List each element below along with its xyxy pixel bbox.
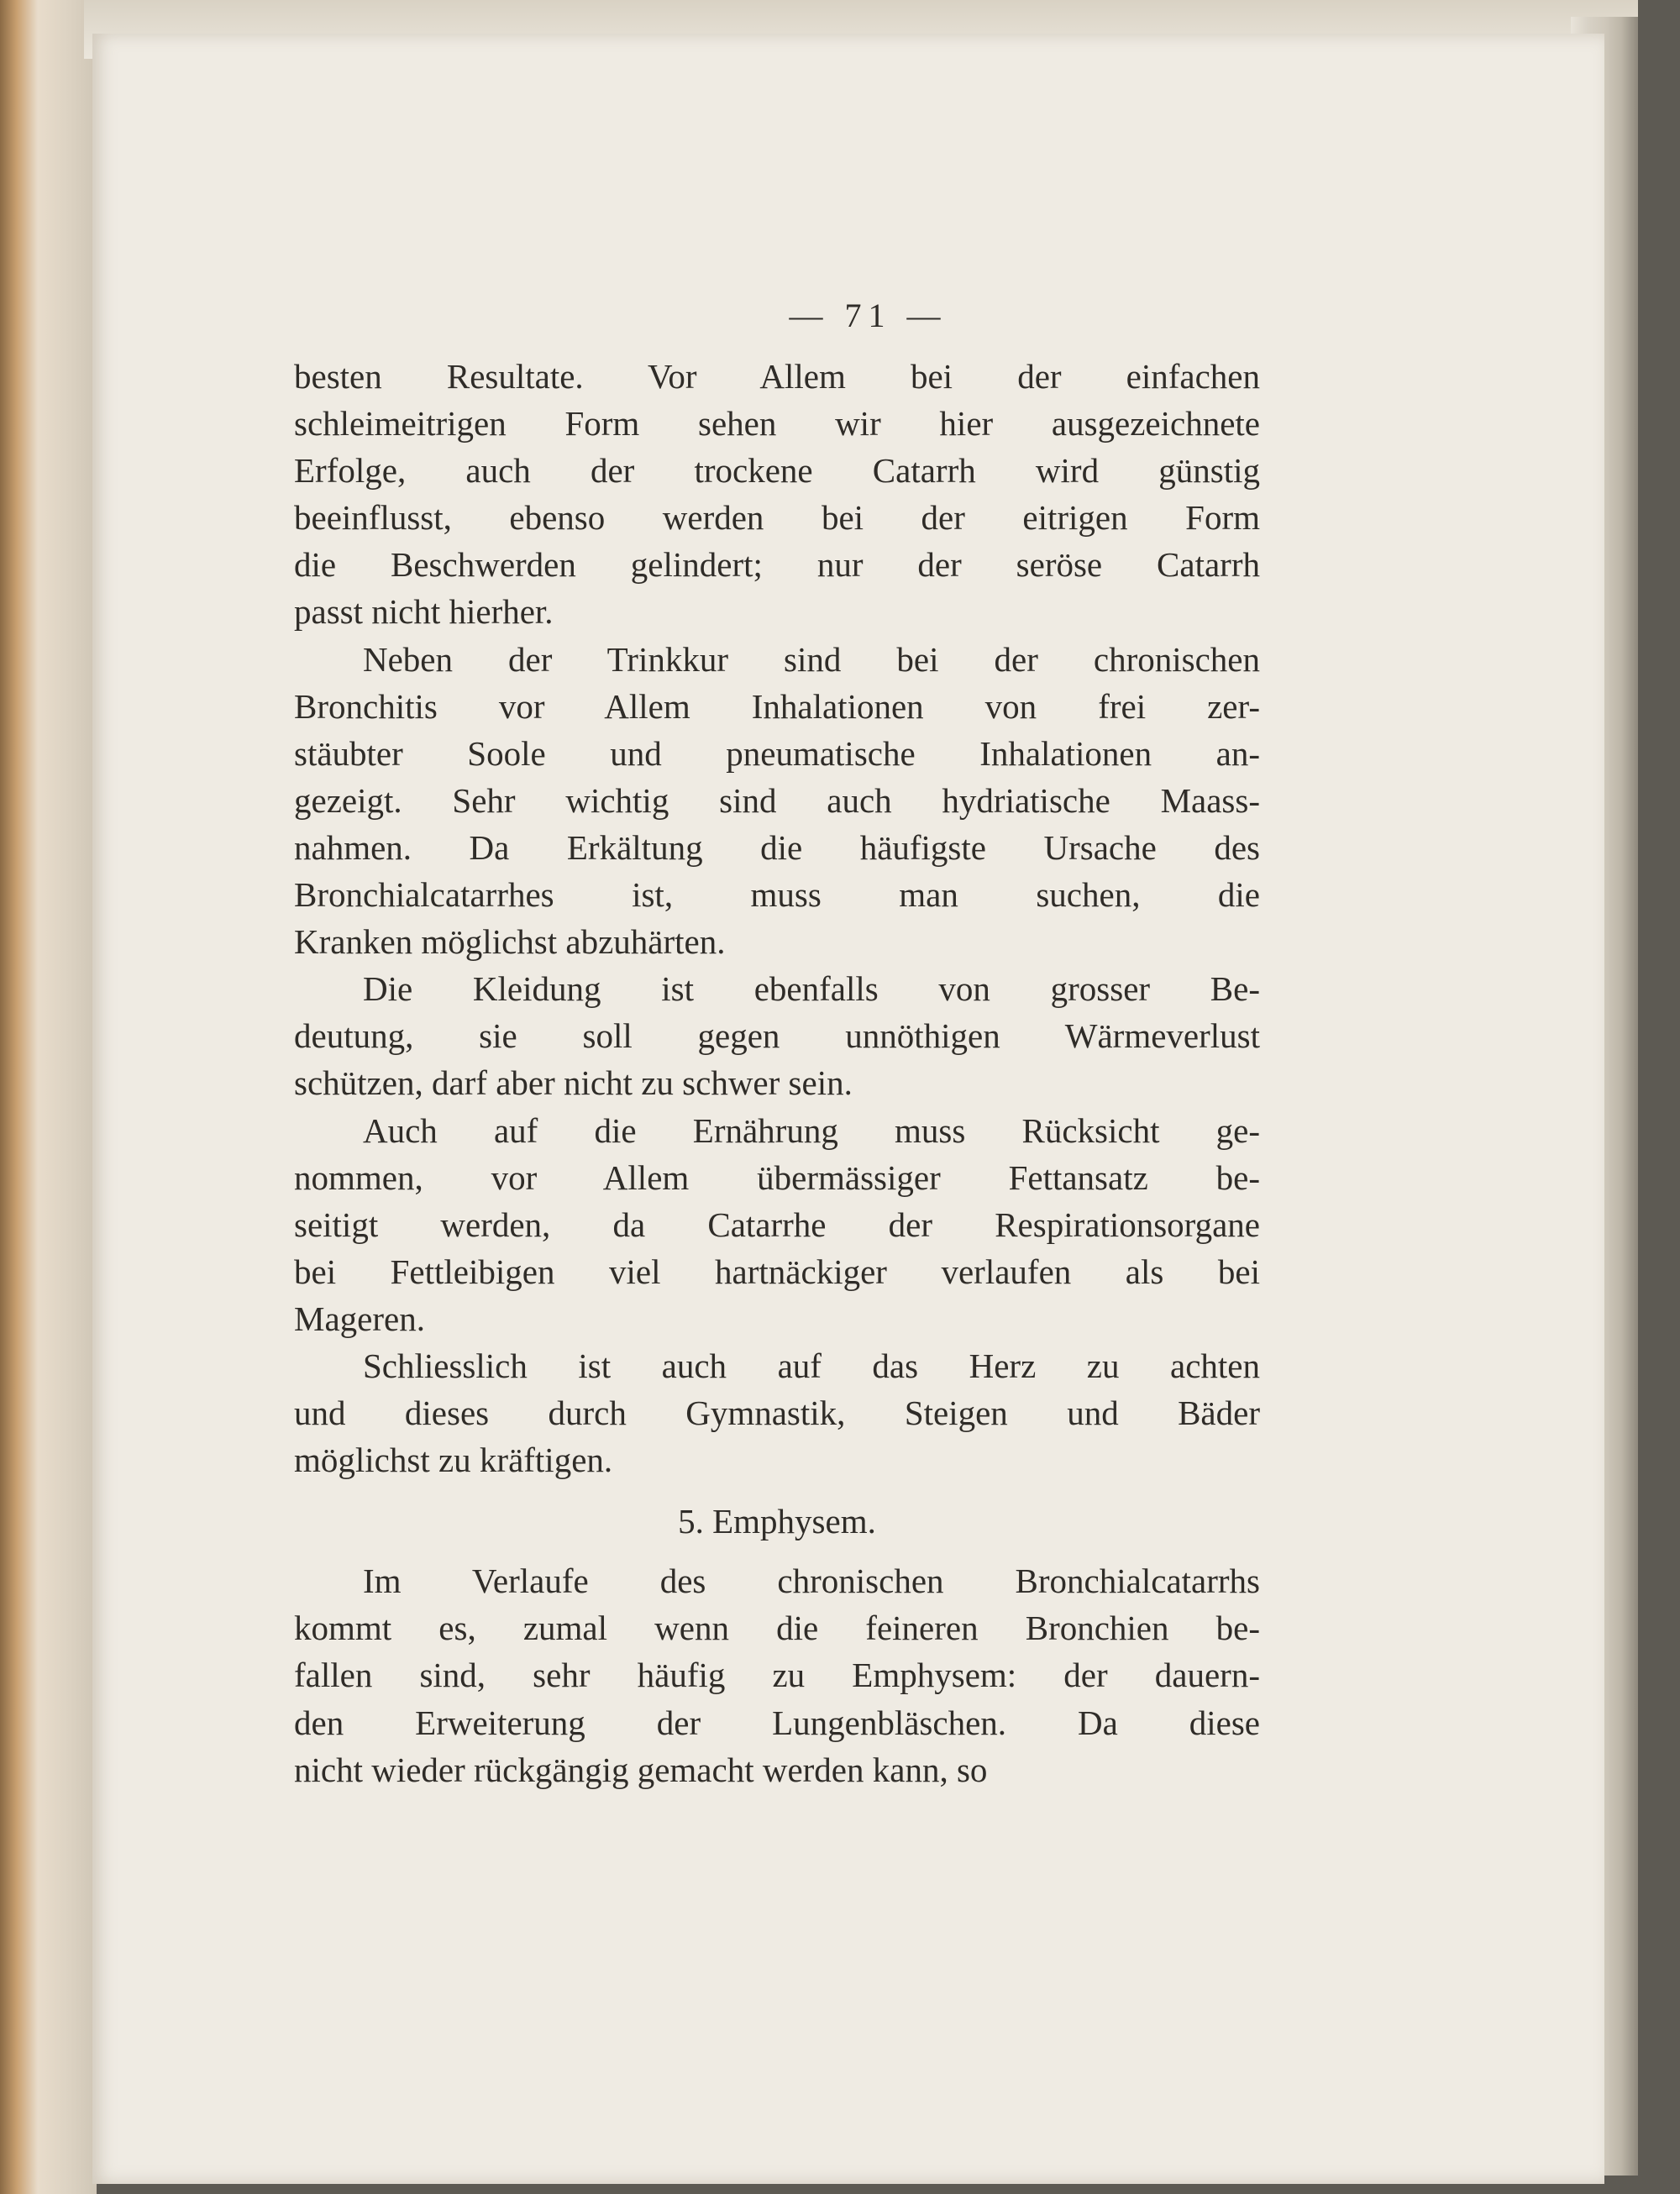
text-line: Kranken möglichst abzuhärten. — [294, 922, 726, 962]
text-line: Bronchitis vor Allem Inhalationen von frei zer- — [294, 686, 1260, 726]
text-line: Erfolge, auch der trockene Catarrh wird günstig — [294, 451, 1260, 491]
text-line: Neben der Trinkkur sind bei der chronischen — [363, 639, 1260, 679]
text-line: den Erweiterung der Lungenbläschen. Da diese — [294, 1703, 1260, 1742]
text-line: passt nicht hierher. — [294, 592, 554, 632]
text-line: die Beschwerden gelindert; nur der seröse Catarrh — [294, 545, 1260, 585]
text-line: möglichst zu kräftigen. — [294, 1441, 613, 1480]
text-line: schützen, darf aber nicht zu schwer sein. — [294, 1063, 853, 1103]
paragraph — [294, 1557, 1260, 1792]
text-line: Mageren. — [294, 1299, 425, 1338]
text-line: gezeigt. Sehr wichtig sind auch hydriatische Maass- — [294, 780, 1260, 820]
text-line: bei Fettleibigen viel hartnäckiger verlaufen als bei — [294, 1252, 1260, 1291]
paragraph — [294, 965, 1260, 1106]
text-line: nahmen. Da Erkältung die häufigste Ursache des — [294, 827, 1260, 867]
text-line: Die Kleidung ist ebenfalls von grosser Be- — [363, 969, 1260, 1009]
paragraph — [294, 1342, 1260, 1483]
text-line: nicht wieder rückgängig gemacht werden kann, so — [294, 1750, 988, 1789]
text-line: kommt es, zumal wenn die feineren Bronchien be- — [294, 1609, 1260, 1648]
text-line: und dieses durch Gymnastik, Steigen und Bäder — [294, 1394, 1260, 1433]
text-line: fallen sind, sehr häufig zu Emphysem: der dauern- — [294, 1656, 1260, 1695]
text-line: Bronchialcatarrhes ist, muss man suchen, die — [294, 875, 1260, 915]
book-gutter — [0, 0, 97, 2194]
text-line: deutung, sie soll gegen unnöthigen Wärmeverlust — [294, 1016, 1260, 1056]
text-line: stäubter Soole und pneumatische Inhalationen an- — [294, 733, 1260, 773]
text-line: schleimeitrigen Form sehen wir hier ausgezeichnete — [294, 404, 1260, 444]
text-line: nommen, vor Allem übermässiger Fettansatz be- — [294, 1157, 1260, 1197]
paragraph — [294, 353, 1260, 636]
text-line: seitigt werden, da Catarrhe der Respirationsorgane — [294, 1205, 1260, 1244]
body-text — [294, 353, 1260, 1793]
section-heading: 5. Emphysem. — [678, 1502, 876, 1541]
text-line: Im Verlaufe des chronischen Bronchialcatarrhs — [363, 1562, 1260, 1601]
paragraph — [294, 636, 1260, 966]
text-line: Auch auf die Ernährung muss Rücksicht ge- — [363, 1110, 1260, 1150]
paragraph — [294, 1107, 1260, 1342]
text-line: besten Resultate. Vor Allem bei der einfachen — [294, 357, 1260, 396]
page-number: — 71 — — [789, 297, 948, 334]
text-line: Schliesslich ist auch auf das Herz zu achten — [363, 1346, 1260, 1385]
text-line: beeinflusst, ebenso werden bei der eitrigen Form — [294, 498, 1260, 538]
